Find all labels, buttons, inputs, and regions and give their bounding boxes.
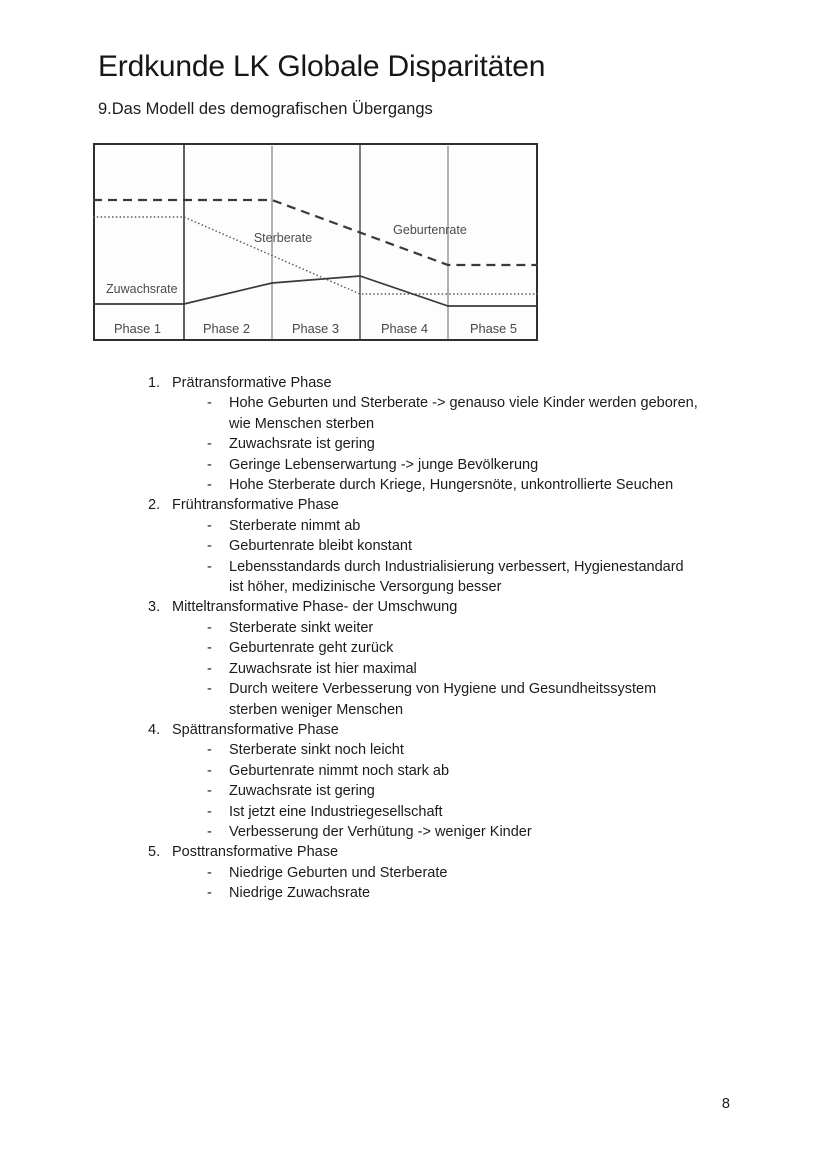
bullet-dash: - xyxy=(207,742,212,759)
bullet-dash: - xyxy=(207,640,212,657)
bullet-dash: - xyxy=(207,885,212,902)
bullet-item xyxy=(172,740,532,760)
bullet-item xyxy=(172,638,699,658)
bullet-text: Lebensstandards durch Industrialisierung verbessert, Hygienestandard ist höher, medizinische Versorgung besser xyxy=(229,558,684,596)
bullet-dash: - xyxy=(207,395,212,412)
phase-heading: Mitteltransformative Phase- der Umschwung xyxy=(172,599,458,616)
bullet-dash: - xyxy=(207,456,212,473)
bullet-item xyxy=(172,781,532,801)
list-number: 3. xyxy=(148,599,161,616)
phase-4-label: Phase 4 xyxy=(381,321,428,336)
bullet-text: Zuwachsrate ist hier maximal xyxy=(229,660,417,677)
bullet-item xyxy=(172,536,699,556)
bullet-text: Hohe Geburten und Sterberate -> genauso viele Kinder werden geboren, wie Menschen sterben xyxy=(229,395,698,432)
phase-heading: Prätransformative Phase xyxy=(172,375,332,391)
section-subtitle: 9.Das Modell des demografischen Übergangs xyxy=(98,100,433,118)
bullet-item xyxy=(172,434,699,454)
list-number: 2. xyxy=(148,497,161,514)
list-item-1 xyxy=(148,373,699,495)
list-item-2 xyxy=(148,495,699,597)
list-item-4 xyxy=(148,720,699,842)
bullet-item xyxy=(172,822,532,842)
bullet-dash: - xyxy=(207,517,212,534)
bullet-item xyxy=(172,659,699,679)
list-number: 4. xyxy=(148,721,161,738)
phase-list xyxy=(148,373,699,904)
diagram-canvas xyxy=(93,143,538,341)
bullet-item xyxy=(172,883,447,903)
phase-3-label: Phase 3 xyxy=(292,321,339,336)
bullet-item xyxy=(172,761,532,781)
bullet-dash: - xyxy=(207,803,212,820)
bullet-dash: - xyxy=(207,823,212,840)
bullet-item xyxy=(172,802,532,822)
bullet-dash: - xyxy=(207,864,212,881)
bullet-text: Ist jetzt eine Industriegesellschaft xyxy=(229,803,443,820)
phase-heading: Spättransformative Phase xyxy=(172,721,339,738)
bullet-dash: - xyxy=(207,783,212,800)
phase-1-label: Phase 1 xyxy=(114,321,161,336)
page-title: Erdkunde LK Globale Disparitäten xyxy=(98,50,546,83)
bullet-dash: - xyxy=(207,660,212,677)
zuwachsrate-label: Zuwachsrate xyxy=(106,282,178,296)
bullet-text: Verbesserung der Verhütung -> weniger Kinder xyxy=(229,823,532,840)
phase-5-label: Phase 5 xyxy=(470,321,517,336)
bullet-item xyxy=(172,393,699,434)
bullet-item xyxy=(172,679,699,720)
demographic-transition-diagram xyxy=(93,143,538,341)
bullet-text: Durch weitere Verbesserung von Hygiene und Gesundheitssystem sterben weniger Menschen xyxy=(229,681,657,718)
bullet-text: Geburtenrate bleibt konstant xyxy=(229,538,412,555)
bullet-item xyxy=(172,455,699,475)
bullet-text: Sterberate nimmt ab xyxy=(229,517,361,534)
phase-2-label: Phase 2 xyxy=(203,321,250,336)
phase-heading: Frühtransformative Phase xyxy=(172,497,339,514)
bullet-text: Geburtenrate nimmt noch stark ab xyxy=(229,762,450,779)
bullet-text: Niedrige Geburten und Sterberate xyxy=(229,864,448,881)
bullet-dash: - xyxy=(207,436,212,453)
bullet-dash: - xyxy=(207,558,212,575)
list-number: 1. xyxy=(148,375,161,391)
geburtenrate-label: Geburtenrate xyxy=(393,223,467,237)
bullet-text: Geringe Lebenserwartung -> junge Bevölkerung xyxy=(229,456,539,473)
bullet-item xyxy=(172,516,699,536)
phase-heading: Posttransformative Phase xyxy=(172,844,339,861)
page-number: 8 xyxy=(721,1096,730,1112)
sterberate-label: Sterberate xyxy=(253,231,313,245)
bullet-text: Zuwachsrate ist gering xyxy=(229,783,375,800)
list-number: 5. xyxy=(148,844,161,861)
bullet-text: Hohe Sterberate durch Kriege, Hungersnöte, unkontrollierte Seuchen xyxy=(229,477,674,494)
list-item-5 xyxy=(148,842,699,903)
list-item-3 xyxy=(148,597,699,719)
bullet-text: Sterberate sinkt weiter xyxy=(229,619,374,636)
bullet-item xyxy=(172,557,699,598)
bullet-text: Zuwachsrate ist gering xyxy=(229,436,375,453)
bullet-text: Geburtenrate geht zurück xyxy=(229,640,394,657)
bullet-item xyxy=(172,475,699,495)
bullet-dash: - xyxy=(207,477,212,494)
bullet-text: Sterberate sinkt noch leicht xyxy=(229,742,404,759)
bullet-dash: - xyxy=(207,762,212,779)
bullet-dash: - xyxy=(207,538,212,555)
bullet-text: Niedrige Zuwachsrate xyxy=(229,885,371,902)
bullet-dash: - xyxy=(207,619,212,636)
bullet-item xyxy=(172,863,447,883)
bullet-item xyxy=(172,618,699,638)
diagram-frame xyxy=(94,144,537,340)
bullet-dash: - xyxy=(207,681,212,698)
